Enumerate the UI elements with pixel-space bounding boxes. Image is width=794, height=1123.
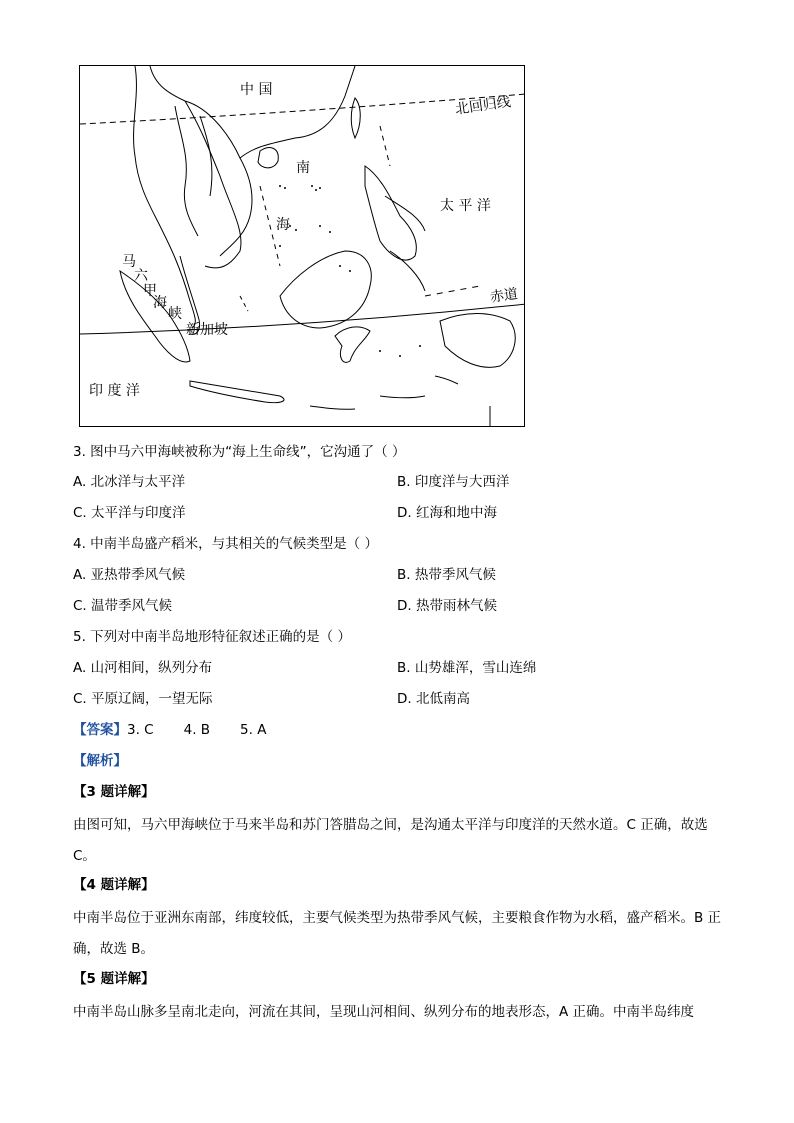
answer-5: 5. A [240, 722, 267, 738]
map-label-south-sea-1: 南 [296, 160, 310, 176]
map-label-pacific: 太 平 洋 [440, 198, 491, 214]
map-label-indian: 印 度 洋 [89, 383, 140, 399]
question-4-option-d: D. 热带雨林气候 [397, 598, 497, 614]
question-5-option-c: C. 平原辽阔，一望无际 [73, 691, 213, 707]
detail-4-title: 【4 题详解】 [73, 877, 155, 893]
question-5-option-a: A. 山河相间，纵列分布 [73, 660, 213, 676]
map-label-singapore: 新加坡 [186, 322, 228, 338]
map-drawing [80, 66, 525, 427]
question-5-option-b: B. 山势雄浑，雪山连绵 [397, 660, 537, 676]
detail-4-text: 中南半岛位于亚洲东南部，纬度较低，主要气候类型为热带季风气候，主要粮食作物为水稻，盛产稻米。B 正确，故选 B。 [73, 910, 722, 957]
map-label-malacca-3: 甲 [143, 283, 157, 299]
analysis-label: 【解析】 [73, 753, 127, 769]
map-label-equator: 赤道 [489, 286, 519, 306]
answer-3: 3. C [127, 722, 154, 738]
java-island [190, 381, 284, 403]
detail-3-title: 【3 题详解】 [73, 784, 155, 800]
question-3-option-b: B. 印度洋与大西洋 [397, 474, 510, 490]
map-label-malacca-4: 海 [153, 295, 167, 311]
map-label-tropic: 北回归线 [454, 94, 512, 118]
answer-4: 4. B [183, 722, 211, 738]
question-4-option-a: A. 亚热带季风气候 [73, 567, 186, 583]
map-label-china: 中 国 [240, 82, 273, 98]
question-3-option-d: D. 红海和地中海 [397, 505, 497, 521]
hainan-island [258, 148, 278, 168]
question-3-option-c: C. 太平洋与印度洋 [73, 505, 186, 521]
map-label-malacca-5: 峡 [168, 306, 182, 322]
answer-label: 【答案】 [73, 722, 127, 738]
map-label-malacca-2: 六 [134, 268, 148, 284]
equator-line [80, 304, 525, 334]
borneo-island [280, 251, 371, 328]
question-4-option-b: B. 热带季风气候 [397, 567, 496, 583]
detail-5-title: 【5 题详解】 [73, 971, 155, 987]
detail-5-text: 中南半岛山脉多呈南北走向，河流在其间，呈现山河相间、纵列分布的地表形态，A 正确。中南半岛纬度 [73, 1004, 695, 1020]
taiwan-island [351, 98, 360, 138]
question-5-option-d: D. 北低南高 [397, 691, 470, 707]
southeast-asia-map [79, 65, 525, 427]
answer-line [73, 724, 266, 738]
detail-3-text: 由图可知，马六甲海峡位于马来半岛和苏门答腊岛之间，是沟通太平洋与印度洋的天然水道。C 正确，故选 C。 [73, 817, 708, 864]
question-5-stem: 5. 下列对中南半岛地形特征叙述正确的是（ ） [73, 629, 351, 645]
question-4-stem: 4. 中南半岛盛产稻米，与其相关的气候类型是（ ） [73, 536, 378, 552]
question-4-option-c: C. 温带季风气候 [73, 598, 173, 614]
map-label-south-sea-2: 海 [276, 217, 290, 233]
question-3-stem: 3. 图中马六甲海峡被称为“海上生命线”，它沟通了（ ） [73, 444, 406, 460]
map-label-malacca-1: 马 [122, 254, 136, 270]
question-3-option-a: A. 北冰洋与太平洋 [73, 474, 186, 490]
